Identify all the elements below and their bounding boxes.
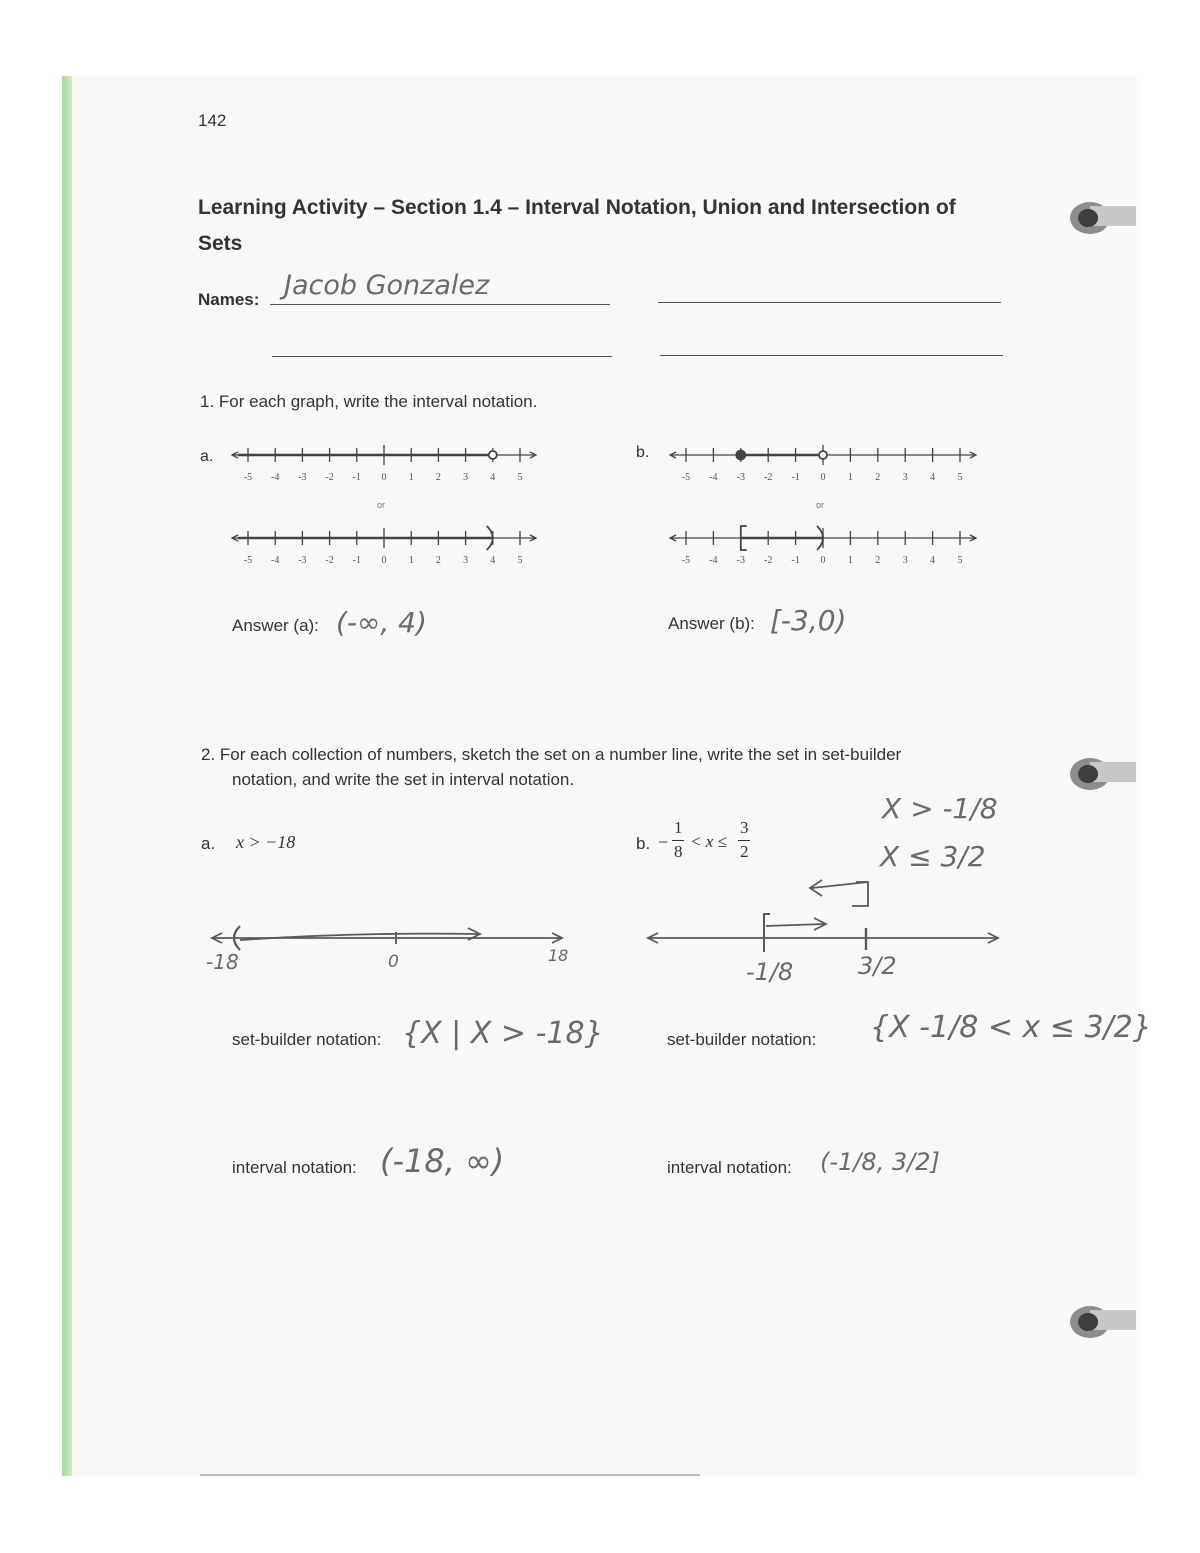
q1b-alt-graph-tick-label: 1 xyxy=(847,555,853,566)
answer-b-value: [-3,0) xyxy=(770,604,847,637)
interval-a-label: interval notation: xyxy=(232,1158,357,1177)
q1a-alt-graph-tick-label: 0 xyxy=(381,555,387,566)
answer-a-value: (-∞, 4) xyxy=(336,606,427,639)
q1a-graph-tick-label: 0 xyxy=(381,472,387,483)
q1a-alt-graph-tick-label: -2 xyxy=(325,555,334,566)
q1a-graph-tick-label: -2 xyxy=(325,472,334,483)
q2-b-frac1-den: 8 xyxy=(674,842,683,861)
q1b-alt-graph-tick-label: -1 xyxy=(791,555,800,566)
work-line-2: X ≤ 3/2 xyxy=(880,840,986,873)
q1a-open-circle xyxy=(489,451,497,459)
q1b-graph-tick-label: 4 xyxy=(930,472,936,483)
q1a-graph-tick-label: -5 xyxy=(243,472,253,483)
q1b-alt-graph-tick-label: 5 xyxy=(957,555,963,566)
q1b-graph-tick-label: 1 xyxy=(847,472,853,483)
q1b-alt-graph-tick-label: 4 xyxy=(930,555,936,566)
q1a-alt-graph-tick-label: 3 xyxy=(463,555,469,566)
student-name: Jacob Gonzalez xyxy=(284,270,490,301)
q2-prompt-line2: notation, and write the set in interval notation. xyxy=(232,770,575,789)
q2-b-label: b. xyxy=(636,834,651,853)
q2b-upper-bracket xyxy=(852,882,868,906)
q1a-graph-tick-label: 3 xyxy=(463,472,469,483)
interval-b-label: interval notation: xyxy=(667,1158,792,1177)
sketch-a-left-label: -18 xyxy=(206,950,239,974)
interval-b-value: (-1/8, 3/2] xyxy=(820,1148,940,1176)
q1b-open-circle xyxy=(819,451,827,459)
sketch-a-mid-label: 0 xyxy=(388,952,399,972)
q1a-alt-graph-tick-label: 5 xyxy=(517,555,523,566)
q2-prompt-line1: 2. For each collection of numbers, sketch the set on a number line, write the set in set-builder xyxy=(201,745,902,764)
answer-b-label: Answer (b): xyxy=(668,614,755,633)
q1b-graph-tick-label: 0 xyxy=(820,472,826,483)
q1b-alt-graph-tick-label: -2 xyxy=(764,555,773,566)
q1b-graph-tick-label: -2 xyxy=(764,472,773,483)
worksheet-title-cont: Sets xyxy=(198,232,243,255)
setbuilder-a-value: {X | X > -18} xyxy=(402,1016,604,1051)
q1b-graph-tick-label: -4 xyxy=(709,472,718,483)
q1b-graph-tick-label: 2 xyxy=(875,472,881,483)
setbuilder-b-value: {X -1/8 < x ≤ 3/2} xyxy=(870,1010,1152,1045)
q1a-graph-tick-label: 2 xyxy=(435,472,441,483)
q1b-graph-tick-label: -5 xyxy=(681,472,691,483)
q1-a-label: a. xyxy=(200,448,214,465)
q2-b-frac2-den: 2 xyxy=(740,842,749,861)
work-line-1: X > -1/8 xyxy=(882,792,998,825)
q1a-graph-tick-label: 5 xyxy=(517,472,523,483)
q1a-alt-graph-tick-label: 1 xyxy=(408,555,414,566)
q1a-alt-graph-tick-label: 2 xyxy=(435,555,441,566)
q1a-graph-tick-label: 4 xyxy=(490,472,496,483)
q1b-alt-graph-tick-label: 3 xyxy=(902,555,908,566)
q1a-alt-graph-tick-label: -4 xyxy=(271,555,280,566)
q1b-alt-graph-tick-label: 0 xyxy=(820,555,826,566)
setbuilder-b-label: set-builder notation: xyxy=(667,1030,817,1049)
q1a-alt-graph-tick-label: 4 xyxy=(490,555,496,566)
q1b-alt-graph-tick-label: -3 xyxy=(736,555,745,566)
q1-a-or: or xyxy=(377,500,386,510)
q2-b-frac1-num: 1 xyxy=(674,818,683,837)
q1b-graph-tick-label: -3 xyxy=(736,472,745,483)
sketch-a-right-label: 18 xyxy=(548,946,569,965)
setbuilder-a-label: set-builder notation: xyxy=(232,1030,382,1049)
q1a-graph-tick-label: -4 xyxy=(271,472,280,483)
q1b-closed-circle xyxy=(736,451,745,460)
q1a-alt-graph-tick-label: -5 xyxy=(243,555,253,566)
names-label: Names: xyxy=(198,290,260,309)
q2b-right-arrow-shade xyxy=(766,924,824,926)
q1a-graph-tick-label: 1 xyxy=(408,472,414,483)
q2a-shade-arrow xyxy=(240,934,478,940)
sketch-b-left-label: -1/8 xyxy=(746,958,794,986)
q2-a-expression: x > −18 xyxy=(236,832,296,852)
sketch-b-right-label: 3/2 xyxy=(858,952,897,980)
q1a-graph-tick-label: -3 xyxy=(298,472,307,483)
q1b-graph-tick-label: 5 xyxy=(957,472,963,483)
q2-b-frac2-num: 3 xyxy=(740,818,749,837)
page-number: 142 xyxy=(198,111,227,130)
q2-b-minus: − xyxy=(658,832,669,852)
q2-b-middle: < x ≤ xyxy=(690,832,727,851)
q1b-alt-graph-tick-label: -4 xyxy=(709,555,718,566)
q2-a-label: a. xyxy=(201,834,216,853)
q1a-graph-tick-label: -1 xyxy=(352,472,361,483)
q1b-alt-graph-tick-label: -5 xyxy=(681,555,691,566)
q1-b-or: or xyxy=(816,500,825,510)
interval-a-value: (-18, ∞) xyxy=(380,1142,505,1180)
q1a-alt-graph-tick-label: -3 xyxy=(298,555,307,566)
q1b-graph-tick-label: 3 xyxy=(902,472,908,483)
q1b-graph-tick-label: -1 xyxy=(791,472,800,483)
q1b-alt-graph-tick-label: 2 xyxy=(875,555,881,566)
q1-prompt: 1. For each graph, write the interval notation. xyxy=(200,392,538,411)
q1a-alt-graph-tick-label: -1 xyxy=(352,555,361,566)
worksheet-title: Learning Activity – Section 1.4 – Interval Notation, Union and Intersection of xyxy=(198,196,956,219)
answer-a-label: Answer (a): xyxy=(232,616,319,635)
q1-b-label: b. xyxy=(636,444,650,461)
q2b-left-paren xyxy=(764,914,770,952)
